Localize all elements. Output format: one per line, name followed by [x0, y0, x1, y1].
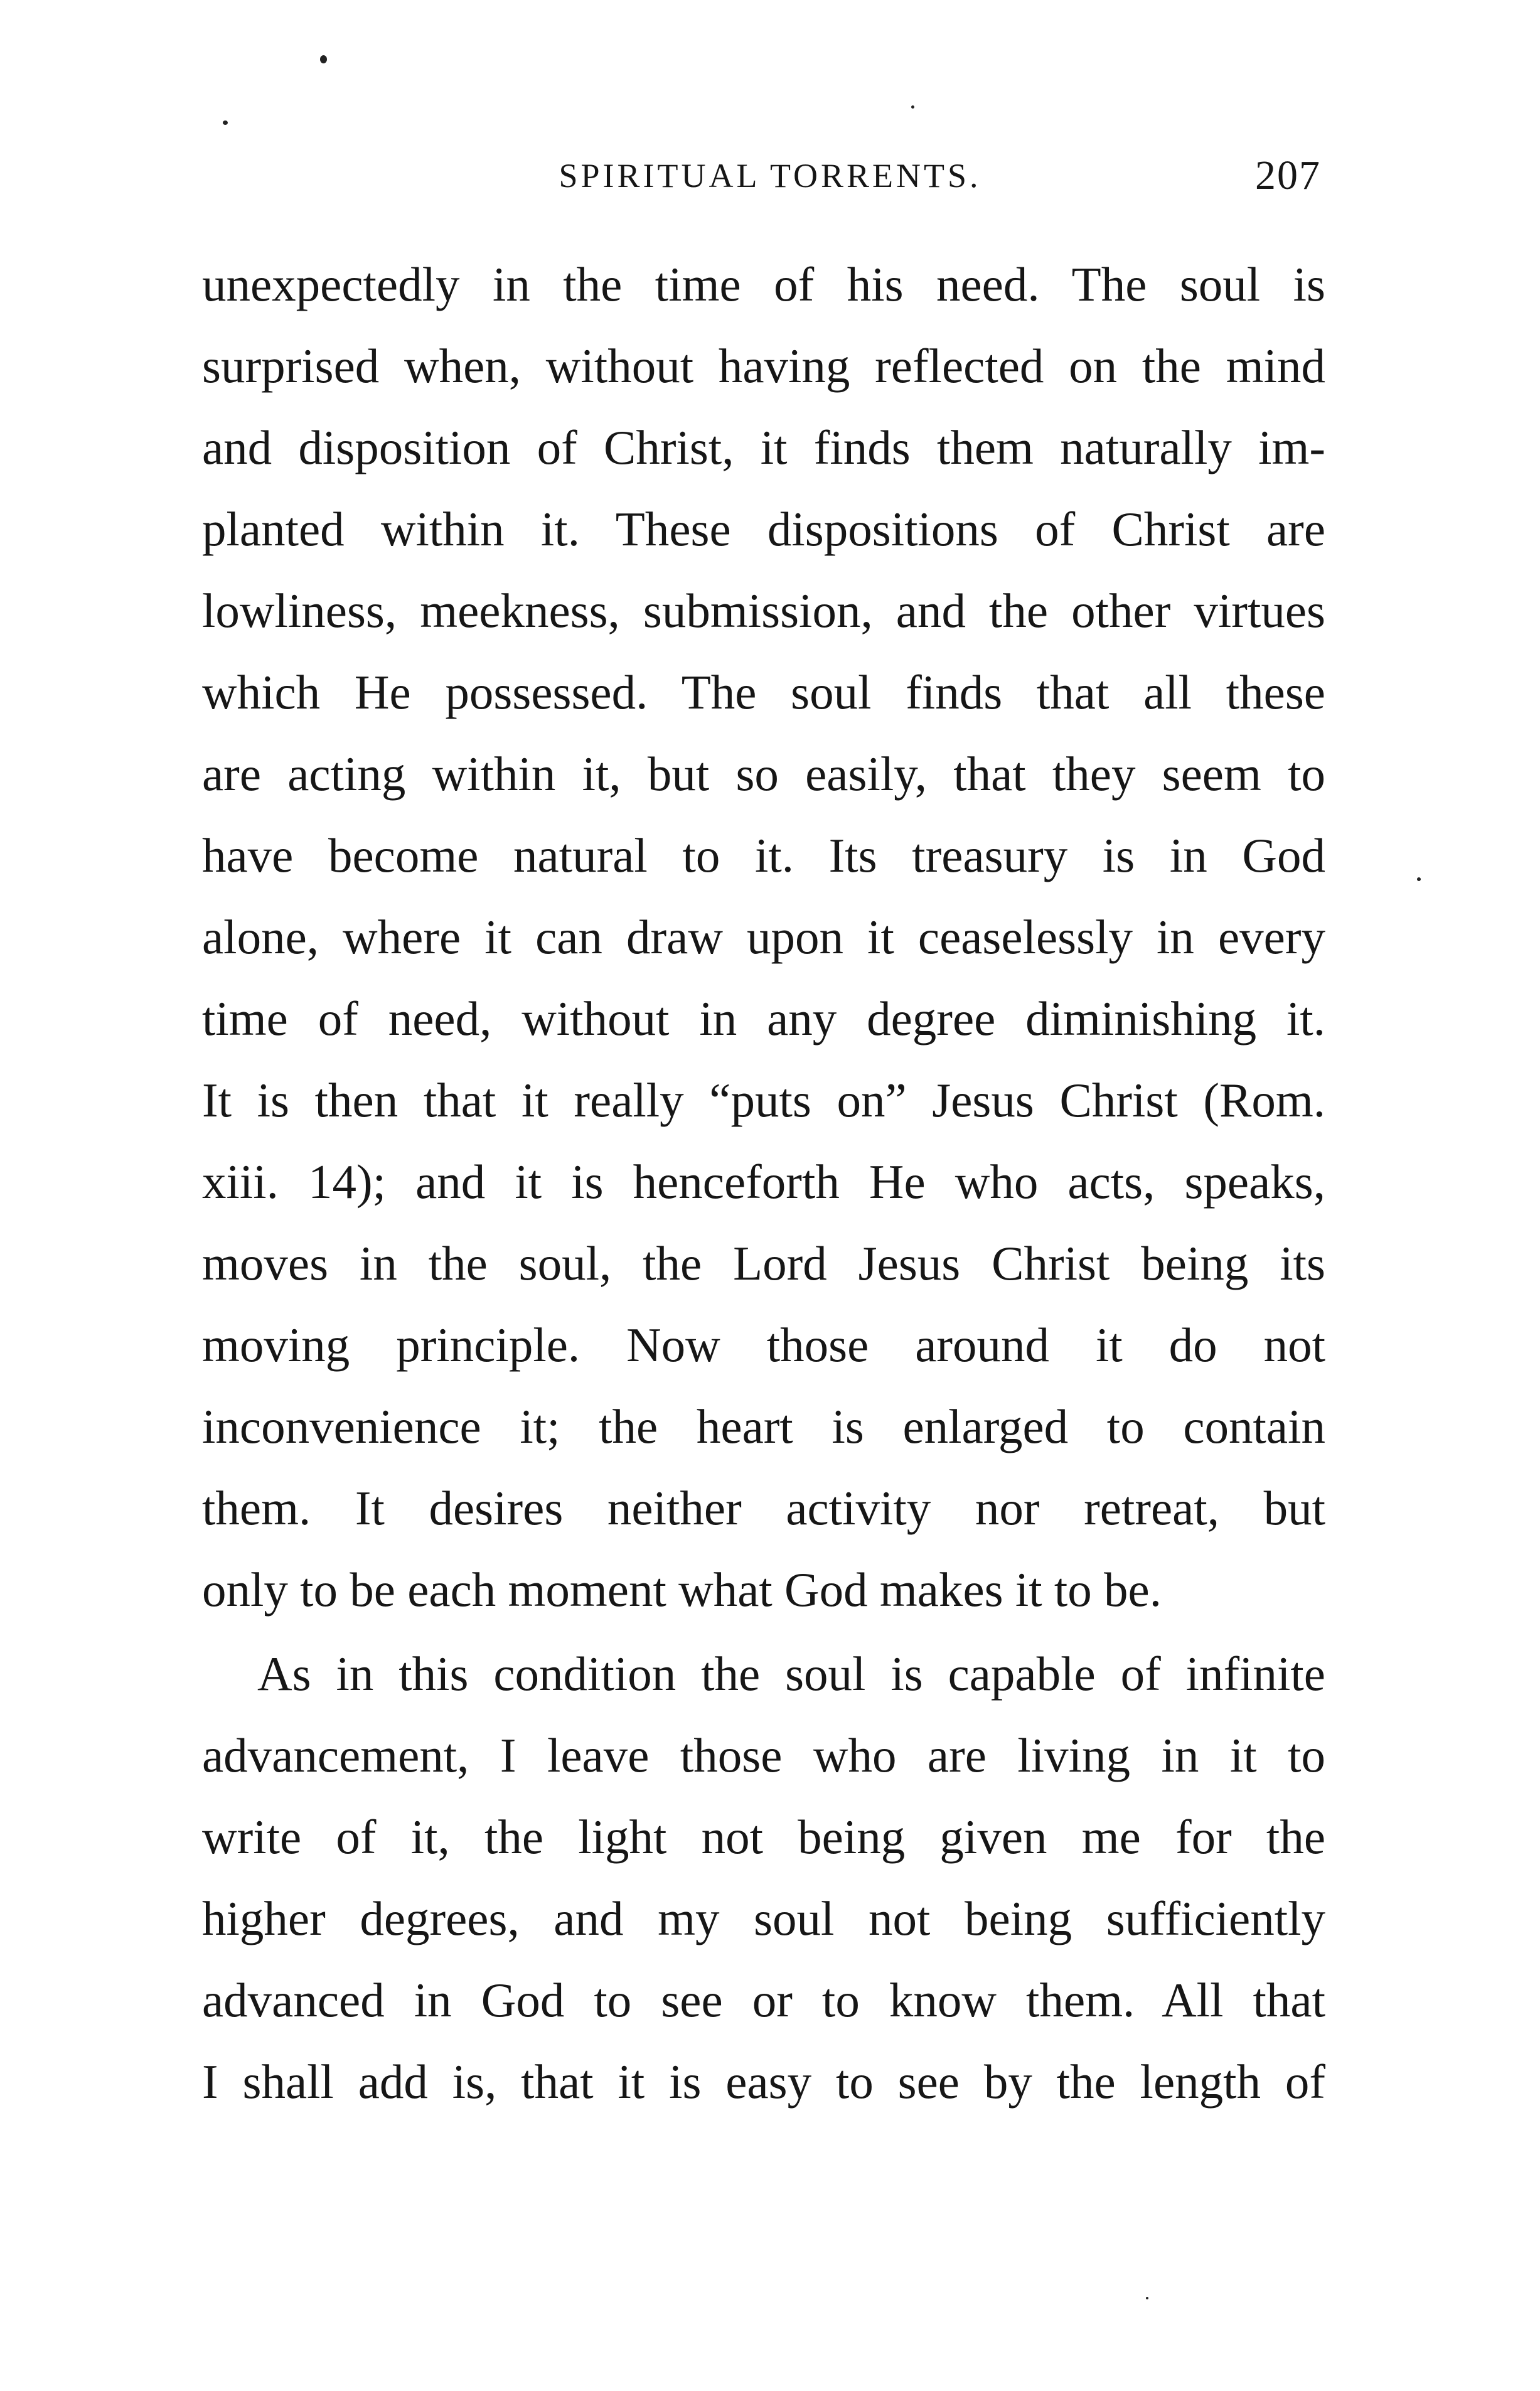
- text-line: advancement, I leave those who are living in it to: [202, 1728, 1325, 1782]
- text-line: are acting within it, but so easily, that they seem to: [202, 747, 1325, 801]
- text-line: them. It desires neither activity nor retreat, but: [202, 1481, 1325, 1535]
- text-line: alone, where it can draw upon it ceaselessly in every: [202, 910, 1325, 964]
- text-line: xiii. 14); and it is henceforth He who acts, speaks,: [202, 1155, 1325, 1209]
- text-line: inconvenience it; the heart is enlarged to contain: [202, 1399, 1325, 1453]
- text-line: advanced in God to see or to know them. All that: [202, 1973, 1325, 2027]
- text-line: and disposition of Christ, it finds them naturally im-: [202, 420, 1325, 474]
- text-line: As in this condition the soul is capable of infinite: [257, 1647, 1325, 1701]
- text-line: unexpectedly in the time of his need. The soul is: [202, 257, 1325, 311]
- text-line: I shall add is, that it is easy to see by the length of: [202, 2055, 1325, 2109]
- text-line: which He possessed. The soul finds that all these: [202, 665, 1325, 719]
- text-line: higher degrees, and my soul not being sufficiently: [202, 1891, 1325, 1945]
- print-speck: [911, 105, 914, 109]
- text-line: It is then that it really “puts on” Jesus Christ (Rom.: [202, 1073, 1325, 1127]
- page-number: 207: [1255, 152, 1321, 198]
- text-line: write of it, the light not being given me for the: [202, 1810, 1325, 1864]
- running-head: [0, 151, 1540, 201]
- print-speck: [1417, 877, 1421, 881]
- text-line: planted within it. These dispositions of Christ are: [202, 502, 1325, 556]
- running-title: SPIRITUAL TORRENTS.: [559, 157, 981, 195]
- text-line: time of need, without in any degree diminishing it.: [202, 992, 1325, 1046]
- text-line: moving principle. Now those around it do not: [202, 1318, 1325, 1372]
- text-line: have become natural to it. Its treasury is in God: [202, 828, 1325, 882]
- print-speck: [1146, 2297, 1148, 2299]
- text-line: only to be each moment what God makes it to be.: [202, 1563, 1162, 1617]
- print-speck: [223, 120, 228, 125]
- text-line: moves in the soul, the Lord Jesus Christ being its: [202, 1236, 1325, 1290]
- text-line: lowliness, meekness, submission, and the other virtues: [202, 584, 1325, 638]
- print-speck: [320, 55, 327, 63]
- text-line: surprised when, without having reflected on the mind: [202, 339, 1325, 393]
